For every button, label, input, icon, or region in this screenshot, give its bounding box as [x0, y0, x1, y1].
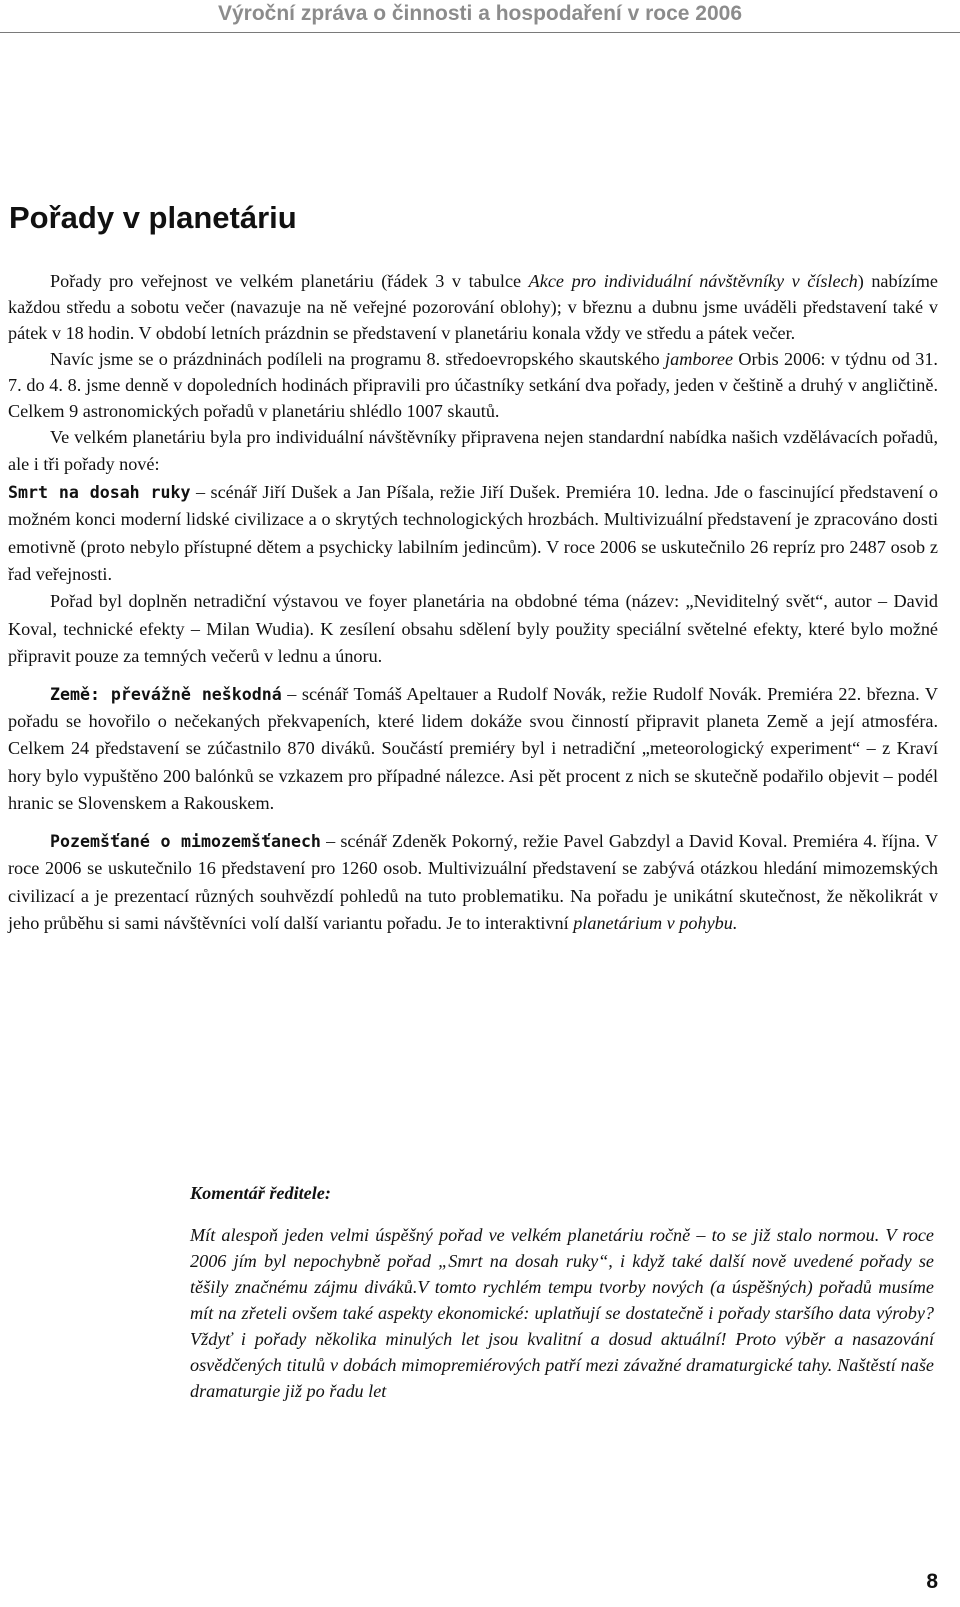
paragraph-new-shows-intro: Ve velkém planetáriu byla pro individuální návštěvníky připravena nejen standardní nabídka našich vzdělávacích pořadů, ale i tři pořady nové: — [8, 427, 938, 475]
paragraph-show-pozemstane — [8, 828, 938, 938]
director-comment — [190, 1180, 934, 1404]
text-run: Orbis 2006: v týdnu od 31. 7. do 4. 8. jsme denně v dopoledních hodinách připravili pro účastníky setkání dva pořady, jeden v češtině a druhý v angličtině. Celkem 9 astronomických pořadů v planetáriu shlédlo 1007 skautů. — [8, 349, 938, 421]
header-divider — [0, 32, 960, 33]
paragraph-show-zeme — [8, 681, 938, 818]
jamboree-term: jamboree — [665, 349, 734, 369]
main-text — [8, 268, 938, 937]
page-number: 8 — [926, 1570, 938, 1593]
show-title-smrt: Smrt na dosah ruky — [8, 482, 191, 502]
paragraph-jamboree — [8, 346, 938, 424]
comment-text: Mít alespoň jeden velmi úspěšný pořad ve velkém planetáriu ročně – to se již stalo normou. V roce 2006 jím byl nepochybně pořad „Smrt na dosah ruky“, i když také další nově uvedené pořady se těšily značnému zájmu diváků.V tomto rychlém tempu tvorby nových (a úspěšných) pořadů musíme mít na zřeteli ovšem také aspekty ekonomické: uplatňují se dostatečně i pořady staršího data výroby? Vždyť i pořady několika minulých let jsou kvalitní a dosud aktuální! Proto výběr a nasazování osvědčených titulů v dobách mimopremiérových patří mezi závažné dramaturgické tahy. Naštěstí naše dramaturgie již po řadu let — [190, 1225, 934, 1401]
paragraph-public-shows — [8, 268, 938, 346]
italic-phrase: planetárium v pohybu. — [573, 912, 738, 933]
text-run: – scénář Jiří Dušek a Jan Píšala, režie Jiří Dušek. Premiéra 10. ledna. Jde o fascinující představení o možném konci moderní lidské civilizace a o skrytých technologických hrozbách. Multivizuální představení je zpracováno dosti emotivně (proto nebylo přístupné dětem a psychicky labilním jedincům). V roce 2006 se uskutečnilo 26 repríz pro 2487 osob z řad veřejnosti. — [8, 481, 939, 585]
paragraph-exhibition: Pořad byl doplněn netradiční výstavou ve foyer planetária na obdobné téma (název: „Neviditelný svět“, autor – David Koval, technické efekty – Milan Wudia). K zesílení obsahu sdělení byly použity speciální světelné efekty, které bylo možné připravit pouze za temných večerů v lednu a únoru. — [8, 591, 938, 667]
text-run: Navíc jsme se o prázdninách podíleli na programu 8. středoevropského skautského — [50, 349, 666, 369]
text-run: – scénář Tomáš Apeltauer a Rudolf Novák, režie Rudolf Novák. Premiéra 22. března. V pořadu se hovořilo o nečekaných překvapeních, které lidem dokáže svou činností připravit planeta Země a její atmosféra. Celkem 24 představení se zúčastnilo 870 diváků. Součástí premiéry byl i netradiční „meteorologický experiment“ – z Kraví hory bylo vypuštěno 200 balónků se vzkazem pro případné nálezce. Asi pět procent z nich se skutečně podařilo objevit – podél hranic se Slovenskem a Rakouskem. — [8, 683, 938, 814]
show-title-zeme: Země: převážně neškodná — [50, 684, 282, 704]
paragraph-show-smrt — [8, 479, 938, 589]
show-title-pozemstane: Pozemšťané o mimozemšťanech — [50, 831, 321, 851]
text-run: Pořady pro veřejnost ve velkém planetáriu (řádek 3 v tabulce — [50, 271, 529, 291]
comment-title: Komentář ředitele: — [190, 1183, 331, 1203]
running-header: Výroční zpráva o činnosti a hospodaření v roce 2006 — [217, 2, 742, 25]
table-reference: Akce pro individuální návštěvníky v číslech — [528, 271, 858, 291]
text-run: ) nabízíme každou středu a sobotu večer (navazuje na ně veřejné pozorování oblohy); v březnu a dubnu jsme uváděli představení také v pátek v 18 hodin. V období letních prázdnin se představení v planetáriu konala vždy ve středu a pátek večer. — [8, 271, 938, 343]
section-title: Pořady v planetáriu — [9, 200, 297, 235]
text-run: – scénář Zdeněk Pokorný, režie Pavel Gabzdyl a David Koval. Premiéra 4. října. V roce 2006 se uskutečnilo 16 představení pro 1260 osob. Multivizuální představení se zabývá otázkou hledání mimozemských civilizací a je prezentací různých souhvězdí pohledů na tuto problematiku. Na pořadu je unikátní skutečnost, že několikrát v jeho průběhu si sami návštěvníci volí další variantu pořadu. Je to interaktivní — [8, 830, 938, 933]
